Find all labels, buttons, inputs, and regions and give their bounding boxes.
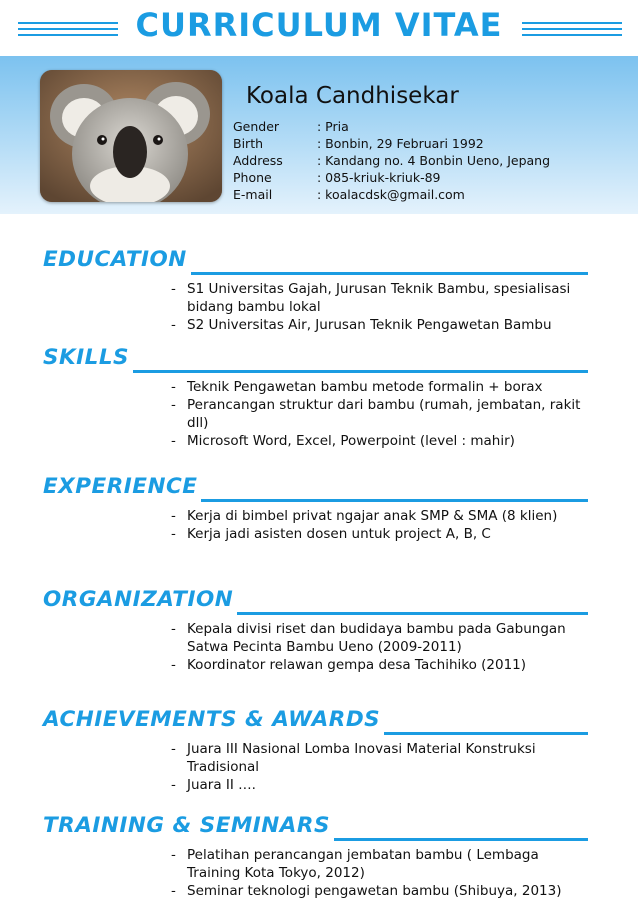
list-item: - Microsoft Word, Excel, Powerpoint (level : mahir): [171, 433, 515, 449]
info-value: : Pria: [317, 119, 349, 134]
section-achievements: [43, 706, 588, 794]
section-list: [171, 507, 588, 543]
list-item: - Kerja jadi asisten dosen untuk project A, B, C: [171, 526, 491, 542]
personal-info: [233, 118, 613, 203]
section-list: [171, 620, 588, 674]
section-header: [43, 812, 588, 842]
title-decoration-right: [522, 22, 622, 36]
list-item: - Juara II ….: [171, 777, 256, 793]
info-label: Gender: [233, 119, 280, 134]
section-training: [43, 812, 588, 900]
section-header: [43, 344, 588, 374]
section-header: [43, 473, 588, 503]
section-header: [43, 246, 588, 276]
info-value: : Bonbin, 29 Februari 1992: [317, 136, 484, 151]
info-row-birth: [233, 135, 613, 152]
section-rule: [201, 499, 588, 502]
section-title: TRAINING & SEMINARS: [43, 813, 330, 838]
section-education: [43, 246, 588, 334]
list-item: - S1 Universitas Gajah, Jurusan Teknik Bambu, spesialisasi bidang bambu lokal: [171, 281, 571, 315]
section-list: [171, 280, 588, 334]
list-item: - Koordinator relawan gempa desa Tachihiko (2011): [171, 657, 527, 673]
section-title: EDUCATION: [43, 247, 187, 272]
list-item: - Kepala divisi riset dan budidaya bambu pada Gabungan Satwa Pecinta Bambu Ueno (2009-2011): [171, 621, 566, 655]
title-band: [0, 0, 638, 56]
info-row-address: [233, 152, 613, 169]
list-item: - Perancangan struktur dari bambu (rumah, jembatan, rakit dll): [171, 397, 581, 431]
section-list: [171, 846, 588, 900]
info-label: Birth: [233, 136, 264, 151]
section-header: [43, 706, 588, 736]
section-title: ORGANIZATION: [43, 587, 234, 612]
section-header: [43, 586, 588, 616]
list-item: - S2 Universitas Air, Jurusan Teknik Pengawetan Bambu: [171, 317, 552, 333]
section-rule: [191, 272, 588, 275]
info-row-phone: [233, 169, 613, 186]
section-rule: [334, 838, 588, 841]
section-experience: [43, 473, 588, 543]
info-value: : koalacdsk@gmail.com: [317, 187, 465, 202]
section-list: [171, 378, 588, 450]
section-title: SKILLS: [43, 345, 130, 370]
section-title: ACHIEVEMENTS & AWARDS: [43, 707, 381, 732]
list-item: - Kerja di bimbel privat ngajar anak SMP & SMA (8 klien): [171, 508, 558, 524]
section-organization: [43, 586, 588, 674]
info-label: Phone: [233, 170, 272, 185]
section-rule: [384, 732, 588, 735]
info-label: E-mail: [233, 187, 273, 202]
section-skills: [43, 344, 588, 450]
section-list: [171, 740, 588, 794]
list-item: - Seminar teknologi pengawetan bambu (Shibuya, 2013): [171, 883, 562, 899]
list-item: - Pelatihan perancangan jembatan bambu ( Lembaga Training Kota Tokyo, 2012): [171, 847, 539, 881]
info-value: : 085-kriuk-kriuk-89: [317, 170, 441, 185]
person-name: Koala Candhisekar: [246, 83, 459, 109]
page-title: CURRICULUM VITAE: [135, 6, 503, 44]
info-value: : Kandang no. 4 Bonbin Ueno, Jepang: [317, 153, 551, 168]
list-item: - Teknik Pengawetan bambu metode formalin + borax: [171, 379, 543, 395]
section-rule: [237, 612, 588, 615]
section-title: EXPERIENCE: [43, 474, 198, 499]
koala-photo: [40, 70, 222, 202]
info-row-gender: [233, 118, 613, 135]
list-item: - Juara III Nasional Lomba Inovasi Material Konstruksi Tradisional: [171, 741, 536, 775]
info-row-email: [233, 186, 613, 203]
info-label: Address: [233, 153, 283, 168]
section-rule: [133, 370, 588, 373]
